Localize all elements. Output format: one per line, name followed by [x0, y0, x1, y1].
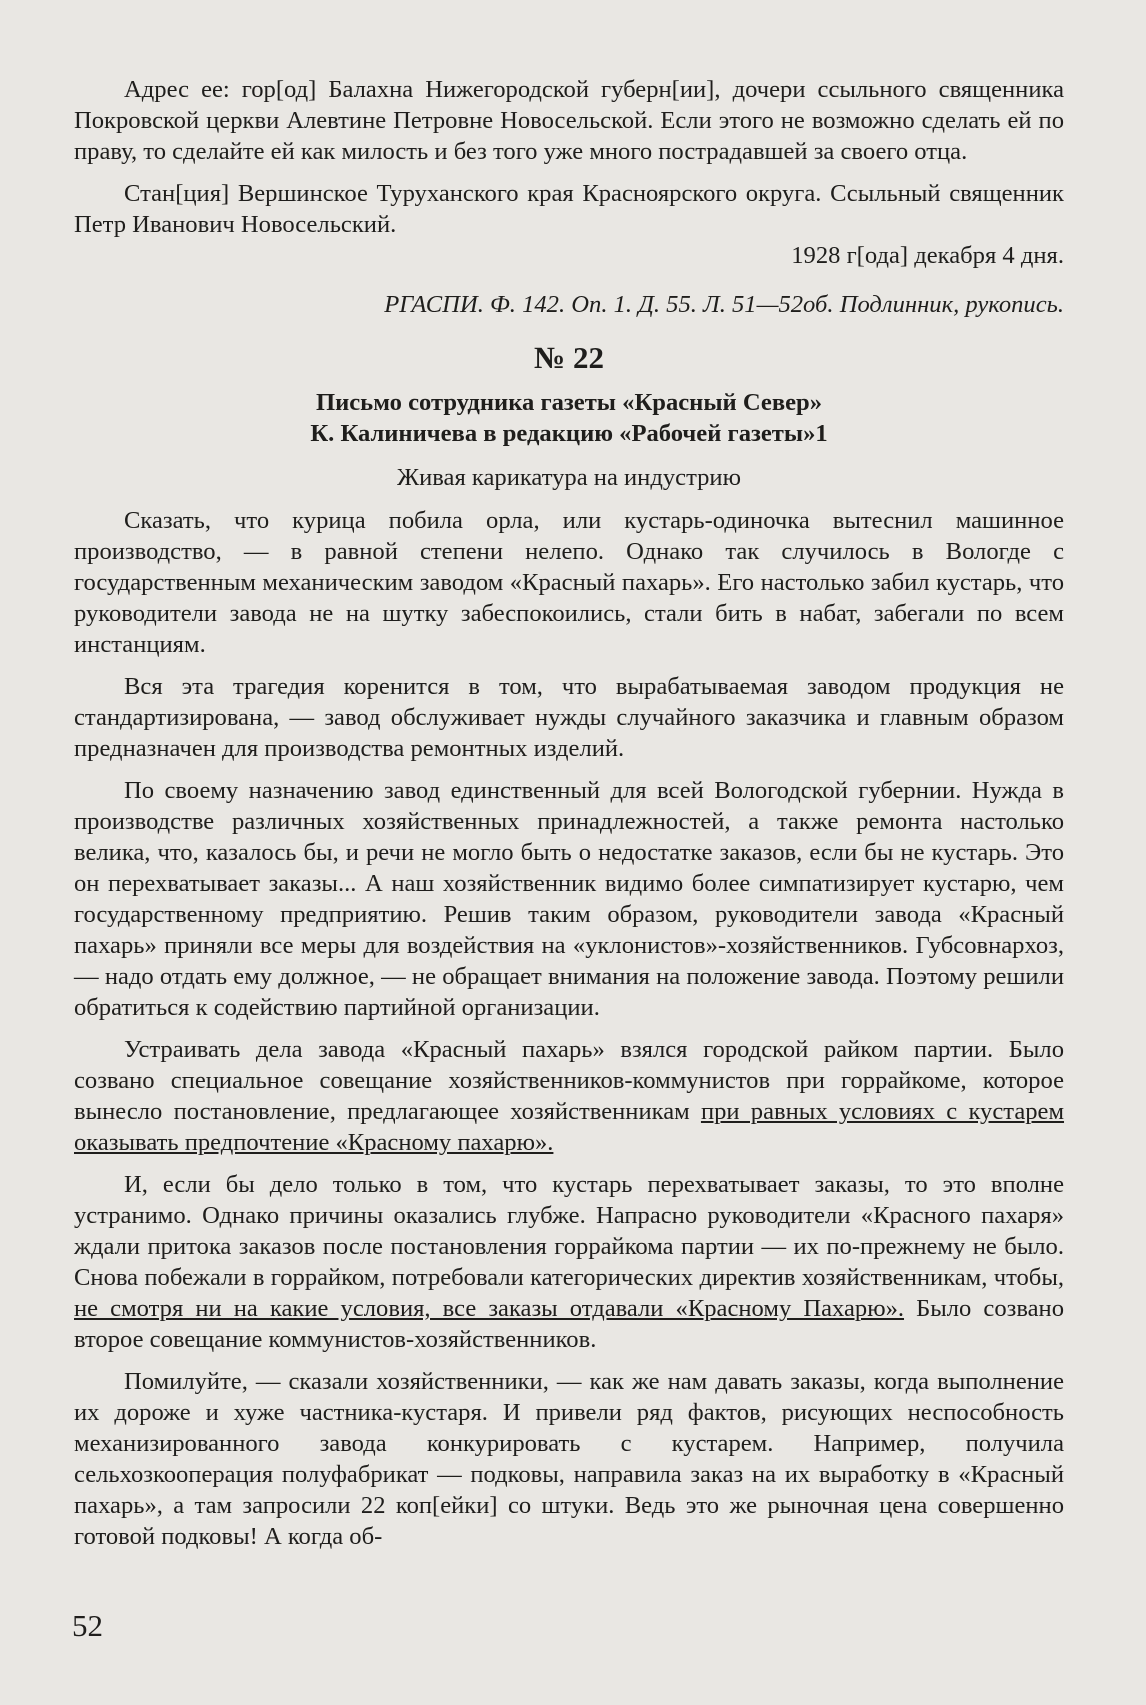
p5-underlined: не смотря ни на какие условия, все заказы отдавали «Красному Пахарю». [74, 1295, 905, 1322]
p4-text: Устраивать дела завода «Красный пахарь» взялся городской райком партии. Было созвано специальное совещание хозяйственников-коммунистов при горрайкоме, которое вынесло постановление, предлагающее хозяйственникам [74, 1036, 1064, 1125]
archive-reference: РГАСПИ. Ф. 142. Оп. 1. Д. 55. Л. 51—52об. Подлинник, рукопись. [384, 291, 1064, 318]
prev-letter-paragraph-1: Адрес ее: гор[од] Балахна Нижегородской губерн[ии], дочери ссыльного священника Покровской церкви Алевтине Петровне Новосельской. Если этого не возможно сделать ей по праву, то сделайте ей как милость и без того уже много пострадавшей за своего отца. [74, 76, 1064, 165]
page-number: 52 [72, 1608, 103, 1643]
p5-text-a: И, если бы дело только в том, что кустарь перехватывает заказы, то это вполне устранимо. Однако причины оказались глубже. Напрасно руководители «Красного пахаря» ждали притока заказов после постановления горрайкома партии — их по-прежнему не было. Снова побежали в горрайком, потребовали категорических директив хозяйственникам, чтобы, [74, 1171, 1064, 1291]
heading-line-2: К. Калиничева в редакцию «Рабочей газеты»1 [310, 420, 828, 447]
document-number: № 22 [534, 340, 604, 375]
p5-text-b: Было созвано второе совещание коммунистов-хозяйственников. [74, 1295, 1064, 1353]
body-paragraph-1: Сказать, что курица побила орла, или кустарь-одиночка вытеснил машинное производство, — в равной степени нелепо. Однако так случилось в Вологде с государственным механическим заводом «Красный пахарь». Его настолько забил кустарь, что руководители завода не на шутку забеспокоились, стали бить в набат, забегали по всем инстанциям. [74, 507, 1064, 658]
heading-line-1: Письмо сотрудника газеты «Красный Север» [315, 389, 823, 416]
body-paragraph-2: Вся эта трагедия коренится в том, что вырабатываемая заводом продукция не стандартизирована, — завод обслуживает нужды случайного заказчика и главным образом предназначен для производства ремонтных изделий. [74, 673, 1064, 762]
document-heading [74, 387, 1064, 449]
p4-underlined: при равных условиях с кустарем оказывать предпочтение «Красному пахарю». [74, 1098, 1065, 1156]
letter-date: 1928 г[ода] декабря 4 дня. [791, 242, 1064, 269]
body-paragraph-5 [74, 1169, 1064, 1355]
body-paragraph-3: По своему назначению завод единственный для всей Вологодской губернии. Нужда в производстве различных хозяйственных принадлежностей, а также ремонта настолько велика, что, казалось бы, и речи не могло быть о недостатке заказов, если бы не кустарь. Это он перехватывает заказы... А наш хозяйственник видимо более симпатизирует кустарю, чем государственному предприятию. Решив таким образом, руководители завода «Красный пахарь» приняли все меры для воздействия на «уклонистов»-хозяйственников. Губсовнархоз, — надо отдать ему должное, — не обращает внимания на положение завода. Поэтому решили обратиться к содействию партийной организации. [74, 777, 1064, 1021]
body-paragraph-6: Помилуйте, — сказали хозяйственники, — как же нам давать заказы, когда выполнение их дороже и хуже частника-кустаря. И привели ряд фактов, рисующих неспособность механизированного завода конкурировать с кустарем. Например, получила сельхозкооперация полуфабрикат — подковы, направила заказ на их выработку в «Красный пахарь», а там запросили 22 коп[ейки] со штуки. Ведь это же рыночная цена совершенно готовой подковы! А когда об- [74, 1368, 1064, 1550]
prev-letter-paragraph-2: Стан[ция] Вершинское Туруханского края Красноярского округа. Ссыльный священник Петр Иванович Новосельский. [74, 180, 1064, 238]
page-text [74, 74, 1064, 1552]
document-subtitle: Живая карикатура на индустрию [397, 464, 741, 491]
body-paragraph-4 [74, 1034, 1064, 1158]
